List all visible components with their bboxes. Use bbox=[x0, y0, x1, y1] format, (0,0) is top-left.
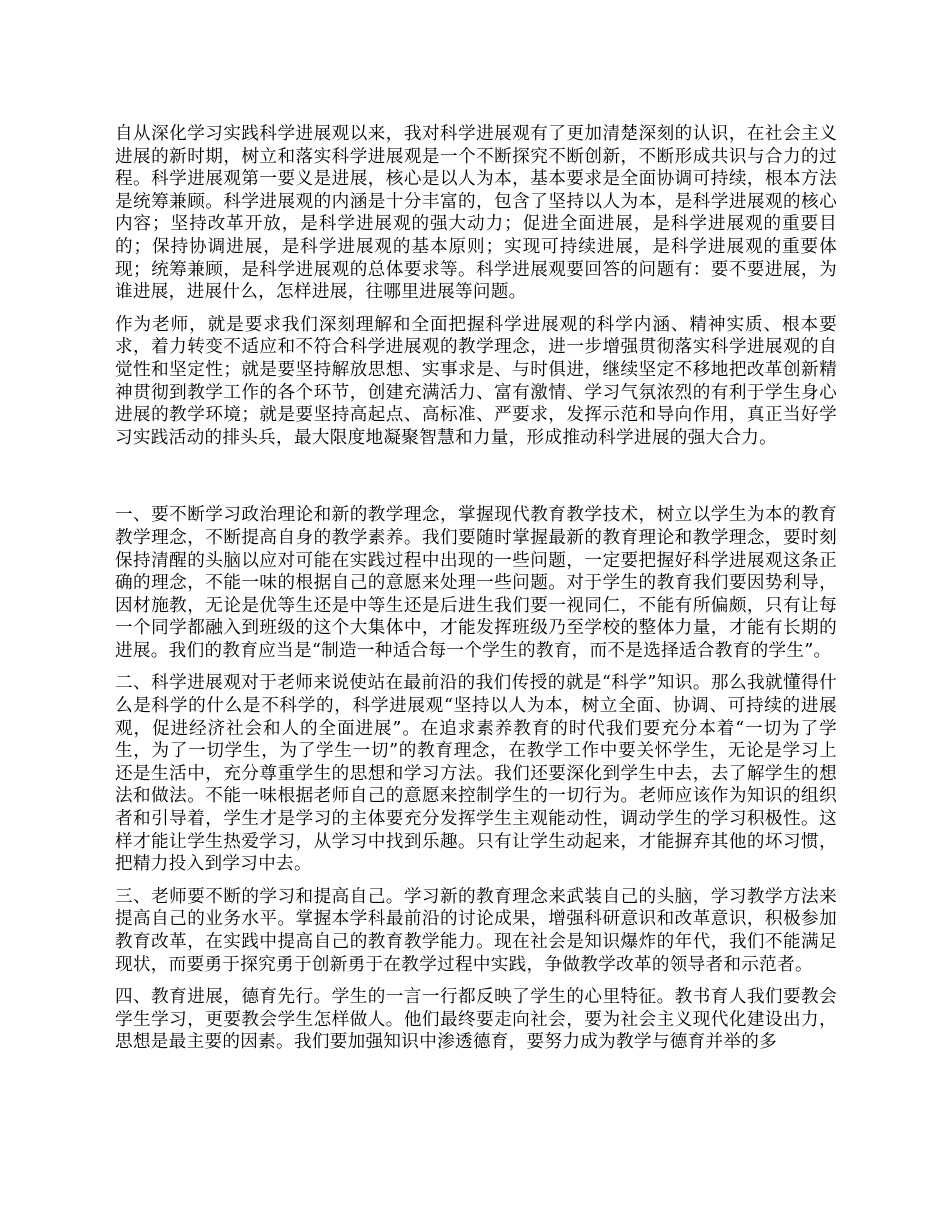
point-two-paragraph: 二、科学进展观对于老师来说使站在最前沿的我们传授的就是“科学”知识。那么我就懂得什么是科学的什么是不科学的，科学进展观“坚持以人为本，树立全面、协调、可持续的进展观，促进经济社会和人的全面进展”。在追求素养教育的时代我们要充分本着“一切为了学生，为了一切学生，为了学生一切”的教育理念，在教学工作中要关怀学生，无论是学习上还是生活中，充分尊重学生的思想和学习方法。我们还要深化到学生中去，去了解学生的想法和做法。不能一味根据老师自己的意愿来控制学生的一切行为。老师应该作为知识的组织者和引导着，学生才是学习的主体要充分发挥学生主观能动性，调动学生的学习积极性。这样才能让学生热爱学习，从学习中找到乐趣。只有让学生动起来，才能摒弃其他的坏习惯，把精力投入到学习中去。 bbox=[115, 673, 837, 875]
document-body bbox=[115, 123, 837, 1054]
teacher-role-paragraph: 作为老师，就是要求我们深刻理解和全面把握科学进展观的科学内涵、精神实质、根本要求，着力转变不适应和不符合科学进展观的教学理念，进一步增强贯彻落实科学进展观的自觉性和坚定性；就是要坚持解放思想、实事求是、与时俱进，继续坚定不移地把改革创新精神贯彻到教学工作的各个环节，创建充满活力、富有激情、学习气氛浓烈的有利于学生身心进展的教学环境；就是要坚持高起点、高标准、严要求，发挥示范和导向作用，真正当好学习实践活动的排头兵，最大限度地凝聚智慧和力量，形成推动科学进展的强大合力。 bbox=[115, 314, 837, 448]
paragraph-spacer bbox=[115, 976, 837, 986]
section-spacer bbox=[115, 449, 837, 504]
point-four-paragraph: 四、教育进展，德育先行。学生的一言一行都反映了学生的心里特征。教书育人我们要教会学生学习，更要教会学生怎样做人。他们最终要走向社会，要为社会主义现代化建设出力，思想是最主要的因素。我们要加强知识中渗透德育，要努力成为教学与德育并举的多 bbox=[115, 987, 837, 1053]
paragraph-spacer bbox=[115, 662, 837, 672]
point-one-paragraph: 一、要不断学习政治理论和新的教学理念，掌握现代教育教学技术，树立以学生为本的教育教学理念，不断提高自身的教学素养。我们要随时掌握最新的教育理论和教学理念，要时刻保持清醒的头脑以应对可能在实践过程中出现的一些问题，一定要把握好科学进展观这条正确的理念，不能一味的根据自己的意愿来处理一些问题。对于学生的教育我们要因势利导，因材施教，无论是优等生还是中等生还是后进生我们要一视同仁，不能有所偏颇，只有让每一个同学都融入到班级的这个大集体中，才能发挥班级乃至学校的整体力量，才能有长期的进展。我们的教育应当是“制造一种适合每一个学生的教育，而不是选择适合教育的学生”。 bbox=[115, 505, 837, 661]
paragraph-spacer bbox=[115, 876, 837, 886]
point-three-paragraph: 三、老师要不断的学习和提高自己。学习新的教育理念来武装自己的头脑，学习教学方法来提高自己的业务水平。掌握本学科最前沿的讨论成果，增强科研意识和改革意识，积极参加教育改革，在实践中提高自己的教育教学能力。现在社会是知识爆炸的年代，我们不能满足现状，而要勇于探究勇于创新勇于在教学过程中实践，争做教学改革的领导者和示范者。 bbox=[115, 886, 837, 975]
paragraph-spacer bbox=[115, 304, 837, 314]
intro-paragraph: 自从深化学习实践科学进展观以来，我对科学进展观有了更加清楚深刻的认识，在社会主义进展的新时期，树立和落实科学进展观是一个不断探究不断创新，不断形成共识与合力的过程。科学进展观第一要义是进展，核心是以人为本，基本要求是全面协调可持续，根本方法是统筹兼顾。科学进展观的内涵是十分丰富的，包含了坚持以人为本，是科学进展观的核心内容；坚持改革开放，是科学进展观的强大动力；促进全面进展，是科学进展观的重要目的；保持协调进展，是科学进展观的基本原则；实现可持续进展，是科学进展观的重要体现；统筹兼顾，是科学进展观的总体要求等。科学进展观要回答的问题有：要不要进展，为谁进展，进展什么，怎样进展，往哪里进展等问题。 bbox=[115, 124, 837, 303]
